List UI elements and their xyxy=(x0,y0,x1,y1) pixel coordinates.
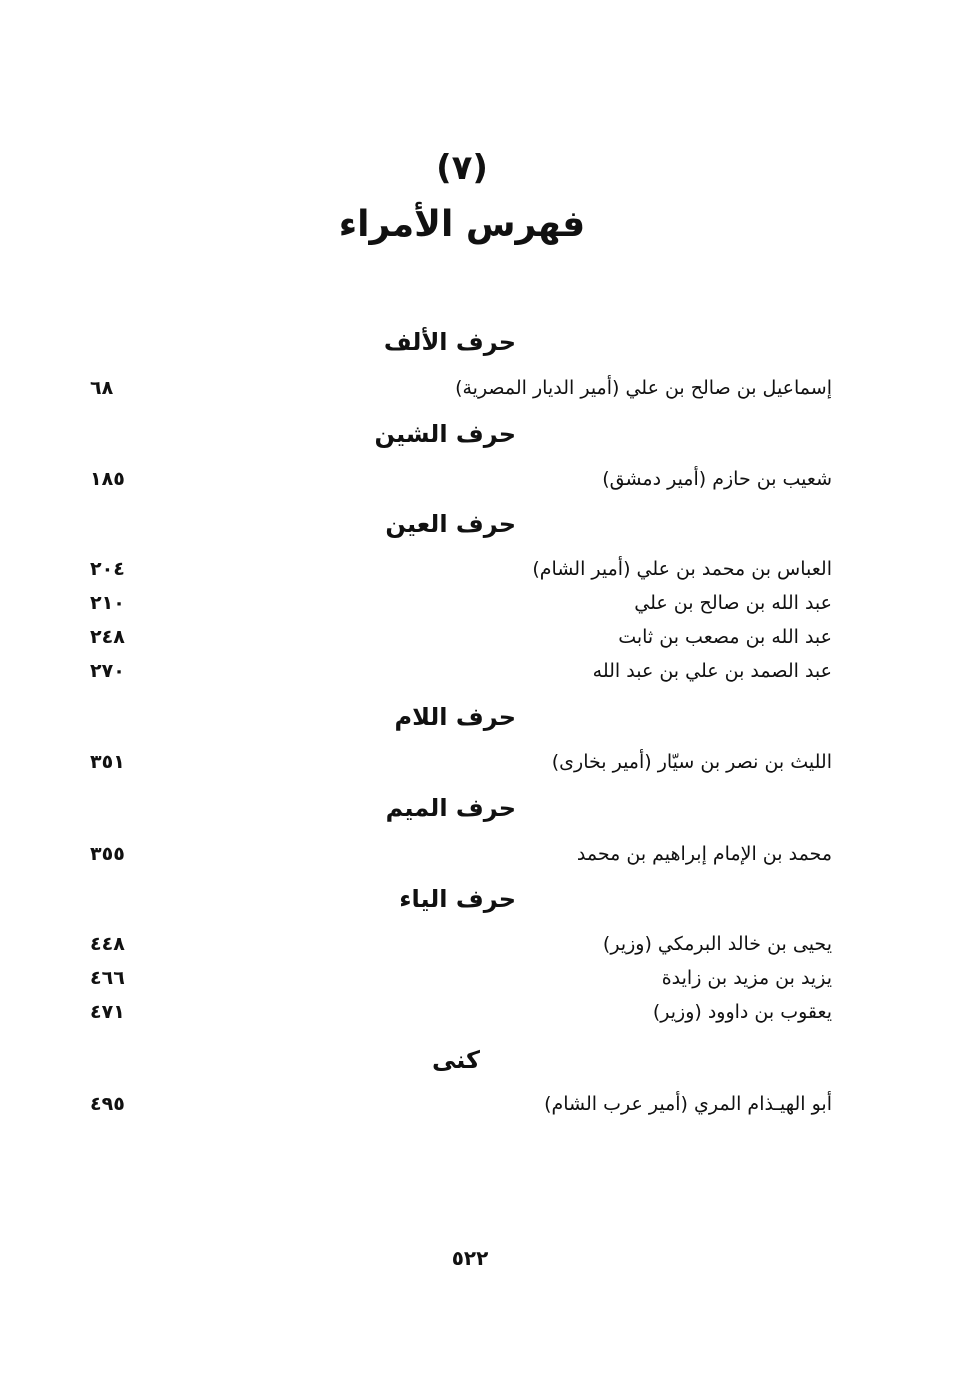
entry-page: ٤٧١ xyxy=(90,1001,125,1023)
entry-name: عبد الله بن صالح بن علي xyxy=(634,592,832,614)
entry-page: ٢٤٨ xyxy=(90,626,125,648)
section-heading-lam: حرف اللام xyxy=(394,703,516,731)
section-heading-kuna: كنى xyxy=(431,1046,480,1074)
entry-name: عبد الصمد بن علي بن عبد الله xyxy=(592,660,832,682)
index-entry xyxy=(80,587,832,619)
section-heading-alif: حرف الألف xyxy=(383,328,516,356)
index-entry xyxy=(80,372,832,404)
section-heading-ya: حرف الياء xyxy=(399,885,516,913)
entry-name: عبد الله بن مصعب بن ثابت xyxy=(618,626,832,648)
index-entry xyxy=(80,746,832,778)
entry-page: ٤٦٦ xyxy=(90,967,125,989)
index-entry xyxy=(80,553,832,585)
index-entry xyxy=(80,621,832,653)
entry-name: الليث بن نصر بن سيّار (أمير بخارى) xyxy=(551,751,832,773)
entry-page: ٢٠٤ xyxy=(90,558,125,580)
index-entry xyxy=(80,463,832,495)
entry-name: شعيب بن حازم (أمير دمشق) xyxy=(602,468,832,490)
entry-name: يزيد بن مزيد بن زايدة xyxy=(661,967,832,989)
section-heading-mim: حرف الميم xyxy=(385,794,516,822)
section-heading-shin: حرف الشين xyxy=(374,420,516,448)
entry-page: ٢١٠ xyxy=(90,592,125,614)
index-entry xyxy=(80,838,832,870)
page-number: ٥٢٢ xyxy=(451,1246,489,1270)
entry-name: إسماعيل بن صالح بن علي (أمير الديار المصرية) xyxy=(455,377,832,399)
index-entry xyxy=(80,928,832,960)
entry-page: ١٨٥ xyxy=(90,468,125,490)
index-number: (٧) xyxy=(436,148,488,188)
index-entry xyxy=(80,655,832,687)
index-title: فهرس الأمراء xyxy=(338,204,586,245)
entry-page: ٣٥٥ xyxy=(90,843,125,865)
entry-name: محمد بن الإمام إبراهيم بن محمد xyxy=(576,843,832,865)
entry-name: يعقوب بن داوود (وزير) xyxy=(652,1001,832,1023)
index-entry xyxy=(80,1088,832,1120)
entry-name: العباس بن محمد بن علي (أمير الشام) xyxy=(532,558,832,580)
section-heading-ain: حرف العين xyxy=(385,510,516,538)
entry-page: ٢٧٠ xyxy=(90,660,125,682)
entry-page: ٣٥١ xyxy=(90,751,125,773)
index-entry xyxy=(80,962,832,994)
entry-page: ٤٩٥ xyxy=(90,1093,125,1115)
entry-name: أبو الهيـذام المري (أمير عرب الشام) xyxy=(544,1093,832,1115)
entry-page: ٦٨ xyxy=(90,377,114,399)
entry-name: يحيى بن خالد البرمكي (وزير) xyxy=(602,933,832,955)
entry-page: ٤٤٨ xyxy=(90,933,125,955)
index-entry xyxy=(80,996,832,1028)
